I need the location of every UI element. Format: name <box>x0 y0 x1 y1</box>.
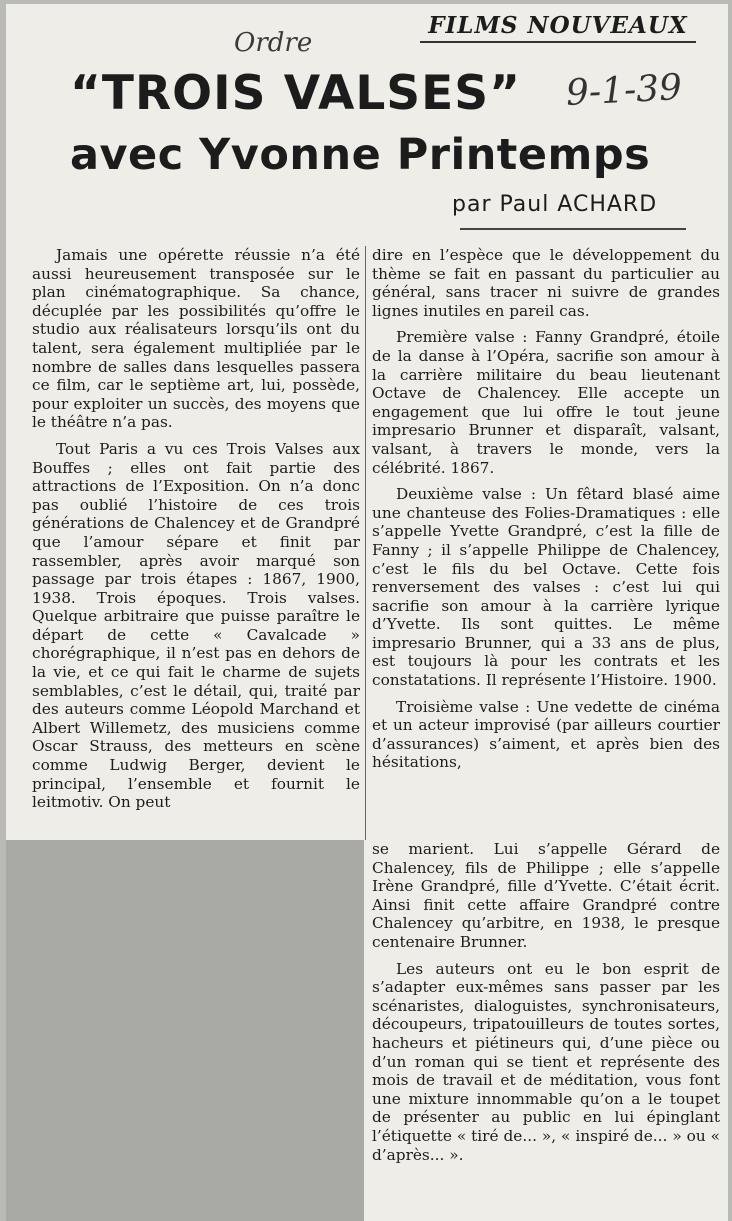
article-column-left <box>32 246 360 820</box>
headline-line-1: “TROIS VALSES” <box>70 66 521 121</box>
column-divider <box>365 246 366 840</box>
background-area <box>6 840 364 1221</box>
article-column-right <box>372 246 720 780</box>
paragraph: Tout Paris a vu ces Trois Valses aux Bouffes ; elles ont fait partie des attractions de l’Exposition. On n’a donc pas oublié l’histoire de ces trois générations de Chalencey et de Grandpré que l’amour sépare et finit par rassembler, après avoir marqué son passage par trois étapes : 1867, 1900, 1938. Trois époques. Trois valses. Quelque arbitraire que puisse paraître le départ de cette « Cavalcade » chorégraphique, il n’est pas en dehors de la vie, et ce qui fait le charme de sujets semblables, c’est le détail, qui, traité par des auteurs comme Léopold Marchand et Albert Willemetz, des musiciens comme Oscar Strauss, des metteurs en scène comme Ludwig Berger, devient le principal, l’ensemble et fournit le leitmotiv. On peut <box>32 439 360 812</box>
headline-line-2: avec Yvonne Printemps <box>70 130 651 180</box>
paragraph: Deuxième valse : Un fêtard blasé aime une chanteuse des Folies-Dramatiques : elle s’appelle Yvette Grandpré, c’est la fille de Fanny ; il s’appelle Philippe de Chalencey, c’est le fils du bel Octave. Cette fois renversement des valses : c’est lui qui sacrifie son amour à la carrière lyrique d’Yvette. Ils sont quittes. Le même impresario Brunner, qui a 33 ans de plus, est toujours là pour les contrats et les constatations. Il représente l’Histoire. 1900. <box>372 485 720 690</box>
paragraph: Jamais une opérette réussie n’a été aussi heureusement transposée sur le plan cinématographique. Sa chance, décuplée par les possibilités qu’offre le studio aux réalisateurs lorsqu’ils ont du talent, sera également multipliée par le nombre de salles dans lesquelles passera ce film, car le septième art, lui, possède, pour exploiter un succès, des moyens que le théâtre n’a pas. <box>32 246 360 432</box>
paragraph: Les auteurs ont eu le bon esprit de s’adapter eux-mêmes sans passer par les scénaristes, dialoguistes, synchronisateurs, découpeurs, tripatouilleurs de toutes sortes, hacheurs et piétineurs qui, d’une pièce ou d’un roman qui se tient et représente des mois de travail et de méditation, vous font une mixture innommable qu’on a le toupet de présenter au public en lui épinglant l’étiquette « tiré de... », « inspiré de... » ou « d’après... ». <box>372 959 720 1164</box>
handwritten-date: 9-1-39 <box>565 66 683 115</box>
handwritten-note: Ordre <box>234 28 313 58</box>
byline: par Paul ACHARD <box>452 192 658 217</box>
paragraph: Première valse : Fanny Grandpré, étoile de la danse à l’Opéra, sacrifie son amour à la carrière militaire du beau lieutenant Octave de Chalencey. Elle accepte un engagement que lui offre le tout jeune impresario Brunner et disparaît, valsant, valsant, à travers le monde, vers la célébrité. 1867. <box>372 328 720 477</box>
paragraph: Troisième valse : Une vedette de cinéma et un acteur improvisé (par ailleurs courtier d’assurances) s’aiment, et après bien des hésitations, <box>372 697 720 772</box>
section-rubric: FILMS NOUVEAUX <box>420 12 696 43</box>
paragraph: se marient. Lui s’appelle Gérard de Chalencey, fils de Philippe ; elle s’appelle Irène Grandpré, fille d’Yvette. C’était écrit. Ainsi finit cette affaire Grandpré contre Chalencey qu’arbitre, en 1938, le presque centenaire Brunner. <box>372 840 720 951</box>
paragraph: dire en l’espèce que le développement du thème se fait en passant du particulier au général, sans tracer ni suivre de grandes lignes inutiles en pareil cas. <box>372 246 720 320</box>
byline-rule <box>460 228 686 230</box>
article-column-tail <box>372 840 720 1172</box>
